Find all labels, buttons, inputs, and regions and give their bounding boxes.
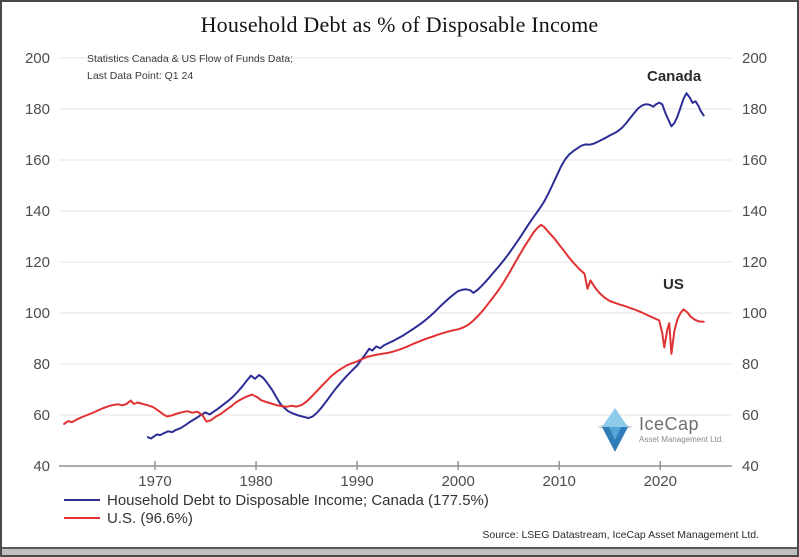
x-tick-label: 1980 bbox=[239, 473, 273, 490]
y-tick-label-left: 180 bbox=[24, 101, 50, 118]
legend bbox=[64, 491, 489, 527]
x-tick-label: 1990 bbox=[340, 473, 374, 490]
logo-subtitle: Asset Management Ltd. bbox=[639, 435, 724, 444]
y-tick-label-right: 100 bbox=[742, 305, 768, 322]
source-attribution: Source: LSEG Datastream, IceCap Asset Management Ltd. bbox=[482, 529, 759, 541]
logo-name: IceCap bbox=[639, 414, 700, 434]
y-tick-label-right: 180 bbox=[742, 101, 768, 118]
x-tick-label: 2010 bbox=[542, 473, 576, 490]
canada-series-label: Canada bbox=[647, 68, 702, 85]
legend-label-canada: Household Debt to Disposable Income; Canada (177.5%) bbox=[107, 491, 489, 509]
us-data-line bbox=[64, 225, 704, 424]
annotation-last-data-point: Last Data Point: Q1 24 bbox=[87, 70, 194, 82]
y-tick-label-left: 60 bbox=[33, 407, 50, 424]
legend-item-canada bbox=[64, 491, 489, 509]
y-tick-label-right: 40 bbox=[742, 458, 759, 475]
chart-title: Household Debt as % of Disposable Income bbox=[200, 12, 599, 37]
y-tick-label-left: 100 bbox=[24, 305, 50, 322]
us-line-swatch bbox=[64, 517, 100, 519]
y-tick-label-right: 140 bbox=[742, 203, 768, 220]
annotation-data-source: Statistics Canada & US Flow of Funds Data; bbox=[87, 53, 294, 65]
canada-data-line bbox=[148, 93, 704, 438]
y-tick-label-left: 160 bbox=[24, 152, 50, 169]
legend-item-us bbox=[64, 509, 489, 527]
legend-label-us: U.S. (96.6%) bbox=[107, 509, 193, 527]
canada-line-swatch bbox=[64, 499, 100, 501]
bottom-border-strip bbox=[2, 547, 797, 555]
us-series-label: US bbox=[663, 276, 684, 293]
y-tick-label-right: 160 bbox=[742, 152, 768, 169]
y-tick-label-right: 120 bbox=[742, 254, 768, 271]
y-tick-label-left: 80 bbox=[33, 356, 50, 373]
x-tick-label: 2020 bbox=[643, 473, 677, 490]
x-tick-label: 2000 bbox=[441, 473, 475, 490]
iceberg-diamond-icon bbox=[595, 406, 635, 454]
y-tick-label-right: 80 bbox=[742, 356, 759, 373]
y-tick-label-left: 200 bbox=[24, 50, 50, 67]
y-tick-label-right: 200 bbox=[742, 50, 768, 67]
x-tick-label: 1970 bbox=[138, 473, 172, 490]
icecap-logo bbox=[587, 406, 757, 454]
y-tick-label-left: 120 bbox=[24, 254, 50, 271]
y-tick-label-left: 140 bbox=[24, 203, 50, 220]
y-tick-label-left: 40 bbox=[33, 458, 50, 475]
y-tick-label-right: 60 bbox=[742, 407, 759, 424]
